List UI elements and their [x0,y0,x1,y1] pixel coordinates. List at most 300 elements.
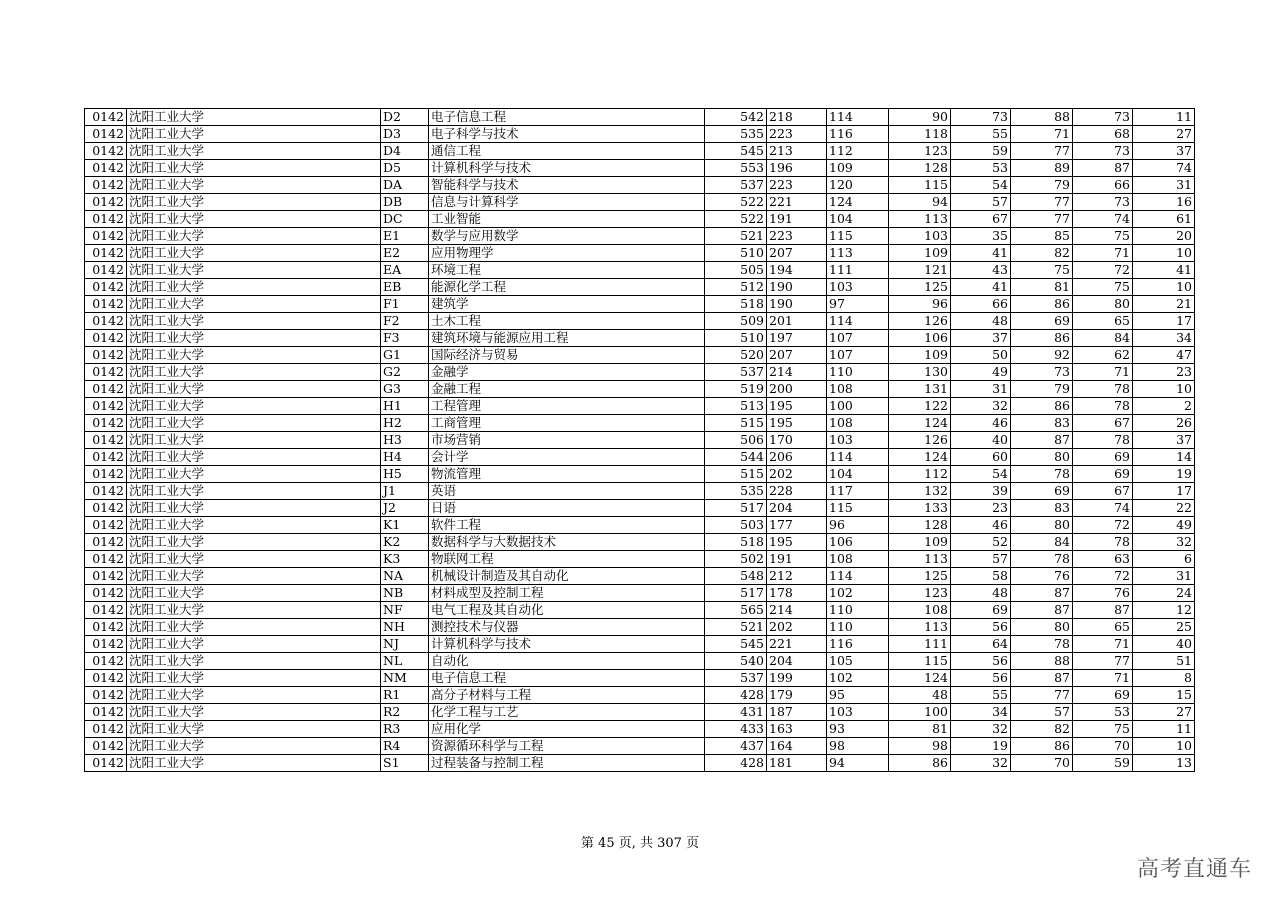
score-col-9-cell: 54 [951,466,1011,483]
score-col-9-cell: 60 [951,449,1011,466]
score-col-6-cell: 187 [767,704,827,721]
score-col-9-cell: 54 [951,177,1011,194]
table-row [85,551,1195,568]
major-code-cell: J1 [381,483,429,500]
table-row [85,517,1195,534]
major-name-cell: 资源循环科学与工程 [429,738,705,755]
score-total-cell: 437 [705,738,767,755]
school-name-cell: 沈阳工业大学 [127,177,381,194]
score-col-11-cell: 77 [1073,653,1133,670]
table-row [85,296,1195,313]
score-col-6-cell: 163 [767,721,827,738]
major-name-cell: 计算机科学与技术 [429,160,705,177]
score-col-12-cell: 10 [1133,738,1195,755]
score-col-9-cell: 32 [951,721,1011,738]
major-name-cell: 能源化学工程 [429,279,705,296]
major-code-cell: NB [381,585,429,602]
score-col-8-cell: 115 [889,177,951,194]
score-col-7-cell: 106 [827,534,889,551]
score-total-cell: 428 [705,687,767,704]
score-col-12-cell: 24 [1133,585,1195,602]
major-name-cell: 建筑学 [429,296,705,313]
score-col-6-cell: 190 [767,279,827,296]
score-col-8-cell: 126 [889,432,951,449]
school-name-cell: 沈阳工业大学 [127,364,381,381]
major-name-cell: 高分子材料与工程 [429,687,705,704]
score-col-8-cell: 124 [889,670,951,687]
table-row [85,568,1195,585]
school-name-cell: 沈阳工业大学 [127,585,381,602]
score-col-7-cell: 108 [827,551,889,568]
score-col-12-cell: 49 [1133,517,1195,534]
major-name-cell: 电子信息工程 [429,109,705,126]
score-total-cell: 537 [705,670,767,687]
score-col-10-cell: 87 [1011,432,1073,449]
score-col-8-cell: 98 [889,738,951,755]
score-col-7-cell: 110 [827,619,889,636]
major-code-cell: R2 [381,704,429,721]
table-row [85,228,1195,245]
score-total-cell: 505 [705,262,767,279]
score-col-12-cell: 14 [1133,449,1195,466]
score-col-10-cell: 70 [1011,755,1073,772]
score-col-11-cell: 69 [1073,466,1133,483]
school-code-cell: 0142 [85,755,127,772]
score-col-6-cell: 191 [767,551,827,568]
score-col-7-cell: 114 [827,313,889,330]
score-col-11-cell: 71 [1073,636,1133,653]
score-col-10-cell: 79 [1011,381,1073,398]
score-col-6-cell: 223 [767,228,827,245]
score-col-7-cell: 112 [827,143,889,160]
score-col-7-cell: 111 [827,262,889,279]
score-col-8-cell: 48 [889,687,951,704]
score-col-12-cell: 61 [1133,211,1195,228]
score-col-6-cell: 191 [767,211,827,228]
score-col-11-cell: 87 [1073,160,1133,177]
score-col-12-cell: 11 [1133,109,1195,126]
table-row [85,534,1195,551]
school-code-cell: 0142 [85,143,127,160]
score-col-8-cell: 128 [889,517,951,534]
score-col-9-cell: 48 [951,585,1011,602]
school-code-cell: 0142 [85,296,127,313]
school-code-cell: 0142 [85,126,127,143]
score-total-cell: 510 [705,245,767,262]
major-code-cell: K1 [381,517,429,534]
major-code-cell: J2 [381,500,429,517]
score-total-cell: 515 [705,466,767,483]
major-name-cell: 电子科学与技术 [429,126,705,143]
score-col-12-cell: 74 [1133,160,1195,177]
score-col-12-cell: 10 [1133,279,1195,296]
score-col-12-cell: 27 [1133,704,1195,721]
table-row [85,432,1195,449]
score-col-9-cell: 69 [951,602,1011,619]
score-col-11-cell: 84 [1073,330,1133,347]
score-col-7-cell: 108 [827,381,889,398]
score-col-10-cell: 57 [1011,704,1073,721]
score-col-8-cell: 86 [889,755,951,772]
major-code-cell: H5 [381,466,429,483]
school-code-cell: 0142 [85,279,127,296]
school-code-cell: 0142 [85,517,127,534]
score-col-10-cell: 82 [1011,245,1073,262]
major-code-cell: R1 [381,687,429,704]
score-total-cell: 431 [705,704,767,721]
score-col-10-cell: 80 [1011,517,1073,534]
score-col-12-cell: 17 [1133,313,1195,330]
score-total-cell: 548 [705,568,767,585]
school-name-cell: 沈阳工业大学 [127,126,381,143]
school-name-cell: 沈阳工业大学 [127,381,381,398]
score-col-7-cell: 96 [827,517,889,534]
major-code-cell: NM [381,670,429,687]
score-total-cell: 545 [705,143,767,160]
score-col-7-cell: 114 [827,449,889,466]
score-col-11-cell: 75 [1073,279,1133,296]
table-row [85,262,1195,279]
score-col-8-cell: 113 [889,211,951,228]
score-col-10-cell: 88 [1011,109,1073,126]
school-name-cell: 沈阳工业大学 [127,500,381,517]
score-col-12-cell: 34 [1133,330,1195,347]
score-col-9-cell: 67 [951,211,1011,228]
score-col-7-cell: 114 [827,568,889,585]
major-name-cell: 机械设计制造及其自动化 [429,568,705,585]
score-col-12-cell: 12 [1133,602,1195,619]
score-col-6-cell: 178 [767,585,827,602]
score-col-11-cell: 72 [1073,568,1133,585]
school-name-cell: 沈阳工业大学 [127,432,381,449]
score-col-11-cell: 75 [1073,721,1133,738]
major-name-cell: 电气工程及其自动化 [429,602,705,619]
major-name-cell: 信息与计算科学 [429,194,705,211]
score-total-cell: 565 [705,602,767,619]
score-col-6-cell: 228 [767,483,827,500]
table-row [85,636,1195,653]
score-col-11-cell: 65 [1073,313,1133,330]
table-row [85,177,1195,194]
score-col-6-cell: 204 [767,653,827,670]
score-col-7-cell: 104 [827,466,889,483]
score-col-8-cell: 81 [889,721,951,738]
score-col-6-cell: 212 [767,568,827,585]
score-total-cell: 537 [705,364,767,381]
score-col-10-cell: 78 [1011,636,1073,653]
table-row [85,330,1195,347]
page-number: 第 45 页, 共 307 页 [580,836,700,851]
score-col-6-cell: 223 [767,177,827,194]
major-code-cell: K2 [381,534,429,551]
major-name-cell: 国际经济与贸易 [429,347,705,364]
score-col-9-cell: 52 [951,534,1011,551]
score-col-6-cell: 206 [767,449,827,466]
school-code-cell: 0142 [85,534,127,551]
score-total-cell: 521 [705,619,767,636]
table-row [85,364,1195,381]
school-name-cell: 沈阳工业大学 [127,143,381,160]
score-col-11-cell: 63 [1073,551,1133,568]
score-col-8-cell: 109 [889,534,951,551]
score-col-10-cell: 88 [1011,653,1073,670]
score-col-10-cell: 92 [1011,347,1073,364]
score-col-8-cell: 124 [889,415,951,432]
score-col-8-cell: 123 [889,585,951,602]
score-col-12-cell: 19 [1133,466,1195,483]
major-code-cell: DB [381,194,429,211]
major-code-cell: S1 [381,755,429,772]
table-row [85,755,1195,772]
table-row [85,313,1195,330]
table-row [85,126,1195,143]
school-name-cell: 沈阳工业大学 [127,194,381,211]
score-total-cell: 509 [705,313,767,330]
score-col-9-cell: 57 [951,194,1011,211]
school-name-cell: 沈阳工业大学 [127,721,381,738]
score-col-7-cell: 104 [827,211,889,228]
score-col-6-cell: 214 [767,602,827,619]
table-row [85,500,1195,517]
school-name-cell: 沈阳工业大学 [127,483,381,500]
score-col-8-cell: 125 [889,568,951,585]
score-col-11-cell: 74 [1073,500,1133,517]
score-col-12-cell: 26 [1133,415,1195,432]
score-col-7-cell: 124 [827,194,889,211]
major-name-cell: 工业智能 [429,211,705,228]
major-name-cell: 软件工程 [429,517,705,534]
score-col-8-cell: 122 [889,398,951,415]
score-col-10-cell: 86 [1011,738,1073,755]
school-code-cell: 0142 [85,687,127,704]
score-col-11-cell: 80 [1073,296,1133,313]
major-code-cell: EA [381,262,429,279]
school-code-cell: 0142 [85,466,127,483]
score-total-cell: 512 [705,279,767,296]
score-col-7-cell: 116 [827,126,889,143]
score-col-12-cell: 31 [1133,177,1195,194]
major-name-cell: 建筑环境与能源应用工程 [429,330,705,347]
score-col-11-cell: 71 [1073,245,1133,262]
score-col-7-cell: 103 [827,704,889,721]
major-name-cell: 材料成型及控制工程 [429,585,705,602]
score-col-9-cell: 55 [951,687,1011,704]
score-col-9-cell: 40 [951,432,1011,449]
score-col-9-cell: 59 [951,143,1011,160]
score-col-6-cell: 197 [767,330,827,347]
major-name-cell: 工程管理 [429,398,705,415]
major-code-cell: H1 [381,398,429,415]
score-total-cell: 545 [705,636,767,653]
school-code-cell: 0142 [85,415,127,432]
score-col-7-cell: 95 [827,687,889,704]
score-col-9-cell: 58 [951,568,1011,585]
score-col-7-cell: 116 [827,636,889,653]
major-code-cell: D5 [381,160,429,177]
table-row [85,109,1195,126]
school-code-cell: 0142 [85,568,127,585]
score-col-10-cell: 69 [1011,483,1073,500]
score-col-8-cell: 103 [889,228,951,245]
score-col-12-cell: 31 [1133,568,1195,585]
score-col-11-cell: 73 [1073,194,1133,211]
school-code-cell: 0142 [85,364,127,381]
score-col-7-cell: 107 [827,347,889,364]
score-col-11-cell: 69 [1073,449,1133,466]
score-col-12-cell: 15 [1133,687,1195,704]
score-col-7-cell: 110 [827,602,889,619]
score-col-6-cell: 221 [767,636,827,653]
score-col-11-cell: 73 [1073,109,1133,126]
score-col-12-cell: 8 [1133,670,1195,687]
score-col-7-cell: 100 [827,398,889,415]
school-name-cell: 沈阳工业大学 [127,245,381,262]
score-total-cell: 519 [705,381,767,398]
score-col-11-cell: 73 [1073,143,1133,160]
major-name-cell: 金融工程 [429,381,705,398]
major-name-cell: 应用物理学 [429,245,705,262]
score-col-8-cell: 113 [889,551,951,568]
school-code-cell: 0142 [85,585,127,602]
score-col-9-cell: 56 [951,619,1011,636]
score-col-12-cell: 21 [1133,296,1195,313]
score-total-cell: 503 [705,517,767,534]
school-name-cell: 沈阳工业大学 [127,262,381,279]
score-col-11-cell: 62 [1073,347,1133,364]
score-col-7-cell: 117 [827,483,889,500]
school-code-cell: 0142 [85,619,127,636]
score-col-10-cell: 82 [1011,721,1073,738]
score-total-cell: 518 [705,534,767,551]
score-col-10-cell: 86 [1011,398,1073,415]
score-col-7-cell: 103 [827,432,889,449]
score-total-cell: 522 [705,194,767,211]
table-row [85,585,1195,602]
school-code-cell: 0142 [85,636,127,653]
major-code-cell: EB [381,279,429,296]
score-col-8-cell: 132 [889,483,951,500]
score-col-11-cell: 87 [1073,602,1133,619]
score-col-11-cell: 78 [1073,534,1133,551]
score-col-12-cell: 25 [1133,619,1195,636]
score-col-6-cell: 202 [767,619,827,636]
score-col-8-cell: 128 [889,160,951,177]
score-col-9-cell: 49 [951,364,1011,381]
school-code-cell: 0142 [85,109,127,126]
score-col-9-cell: 55 [951,126,1011,143]
score-col-7-cell: 115 [827,228,889,245]
score-col-6-cell: 195 [767,534,827,551]
score-col-8-cell: 133 [889,500,951,517]
score-col-8-cell: 109 [889,245,951,262]
school-code-cell: 0142 [85,160,127,177]
score-col-9-cell: 46 [951,517,1011,534]
score-col-11-cell: 71 [1073,670,1133,687]
score-col-8-cell: 113 [889,619,951,636]
school-name-cell: 沈阳工业大学 [127,670,381,687]
score-col-11-cell: 71 [1073,364,1133,381]
score-total-cell: 517 [705,585,767,602]
score-total-cell: 535 [705,126,767,143]
score-total-cell: 433 [705,721,767,738]
score-col-10-cell: 76 [1011,568,1073,585]
score-col-9-cell: 73 [951,109,1011,126]
school-code-cell: 0142 [85,449,127,466]
table-row [85,653,1195,670]
score-col-12-cell: 10 [1133,381,1195,398]
score-total-cell: 510 [705,330,767,347]
major-name-cell: 自动化 [429,653,705,670]
score-col-12-cell: 20 [1133,228,1195,245]
score-total-cell: 513 [705,398,767,415]
score-col-8-cell: 124 [889,449,951,466]
score-col-9-cell: 57 [951,551,1011,568]
school-name-cell: 沈阳工业大学 [127,704,381,721]
score-col-9-cell: 43 [951,262,1011,279]
score-col-10-cell: 69 [1011,313,1073,330]
school-name-cell: 沈阳工业大学 [127,602,381,619]
school-code-cell: 0142 [85,670,127,687]
score-col-7-cell: 97 [827,296,889,313]
table-row [85,194,1195,211]
score-col-11-cell: 72 [1073,262,1133,279]
school-name-cell: 沈阳工业大学 [127,160,381,177]
table-row [85,483,1195,500]
score-col-7-cell: 102 [827,585,889,602]
score-col-6-cell: 218 [767,109,827,126]
score-col-6-cell: 200 [767,381,827,398]
score-col-8-cell: 131 [889,381,951,398]
admission-scores-table [84,108,1195,772]
major-name-cell: 市场营销 [429,432,705,449]
score-col-7-cell: 115 [827,500,889,517]
score-col-10-cell: 83 [1011,500,1073,517]
score-col-6-cell: 170 [767,432,827,449]
school-code-cell: 0142 [85,704,127,721]
score-col-10-cell: 83 [1011,415,1073,432]
school-name-cell: 沈阳工业大学 [127,687,381,704]
score-col-11-cell: 59 [1073,755,1133,772]
score-col-8-cell: 123 [889,143,951,160]
score-col-9-cell: 41 [951,245,1011,262]
score-col-12-cell: 37 [1133,432,1195,449]
major-code-cell: F2 [381,313,429,330]
major-code-cell: D4 [381,143,429,160]
score-col-11-cell: 78 [1073,432,1133,449]
score-col-9-cell: 19 [951,738,1011,755]
score-col-9-cell: 53 [951,160,1011,177]
score-col-11-cell: 67 [1073,415,1133,432]
score-col-10-cell: 77 [1011,211,1073,228]
score-col-11-cell: 70 [1073,738,1133,755]
school-name-cell: 沈阳工业大学 [127,228,381,245]
major-code-cell: DA [381,177,429,194]
major-name-cell: 环境工程 [429,262,705,279]
school-code-cell: 0142 [85,262,127,279]
score-col-7-cell: 103 [827,279,889,296]
table-row [85,398,1195,415]
score-col-12-cell: 16 [1133,194,1195,211]
score-col-12-cell: 10 [1133,245,1195,262]
score-col-11-cell: 69 [1073,687,1133,704]
score-total-cell: 502 [705,551,767,568]
score-col-11-cell: 78 [1073,398,1133,415]
school-name-cell: 沈阳工业大学 [127,313,381,330]
school-name-cell: 沈阳工业大学 [127,449,381,466]
table-row [85,245,1195,262]
score-col-6-cell: 179 [767,687,827,704]
score-col-7-cell: 105 [827,653,889,670]
